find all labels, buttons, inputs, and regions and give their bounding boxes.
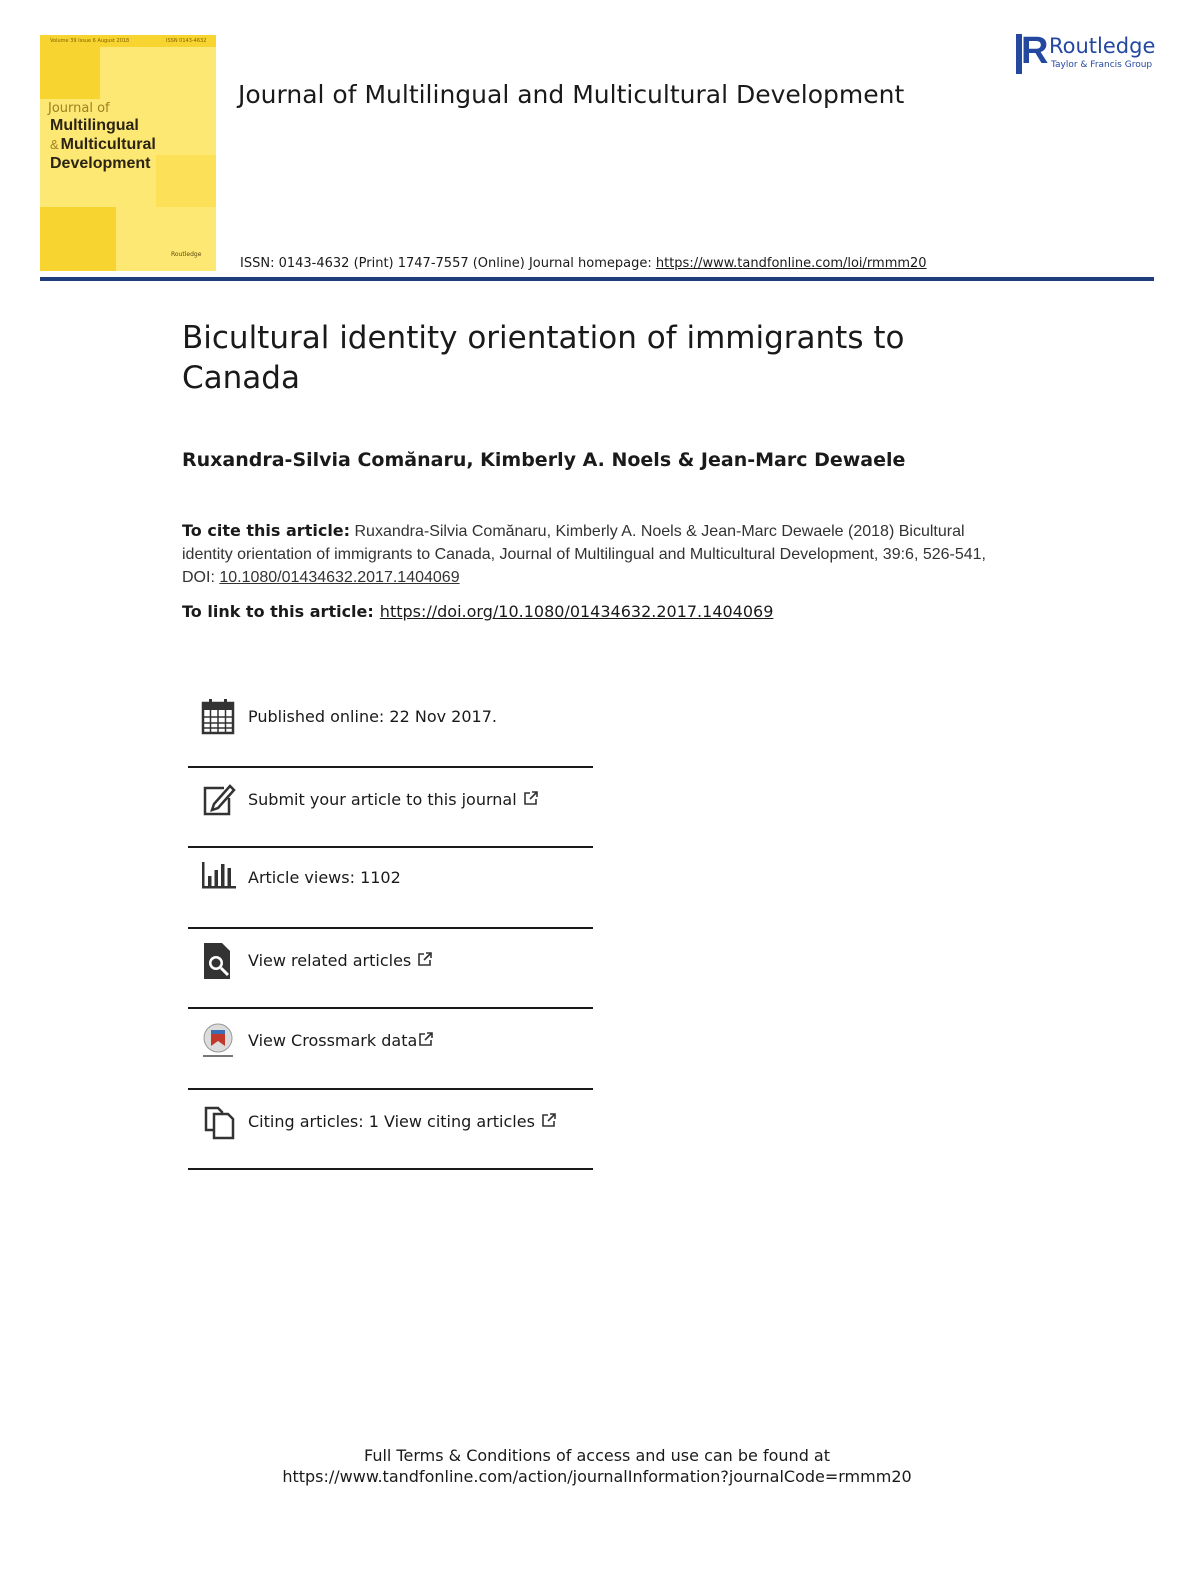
related-articles-label: View related articles	[248, 951, 412, 970]
routledge-logo[interactable]	[1016, 30, 1166, 76]
cover-title-line	[50, 136, 156, 154]
citing-documents-icon	[200, 1102, 236, 1142]
calendar-icon	[200, 697, 236, 737]
info-divider	[188, 766, 593, 768]
journal-homepage-link[interactable]: https://www.tandfonline.com/loi/rmmm20	[655, 256, 927, 271]
cite-label: To cite this article:	[182, 521, 351, 540]
footer-terms-url[interactable]: https://www.tandfonline.com/action/journalInformation?journalCode=rmmm20	[282, 1467, 912, 1486]
article-views: Article views: 1102	[248, 868, 401, 887]
issn-text: ISSN: 0143-4632 (Print) 1747-7557 (Online) Journal homepage:	[240, 256, 656, 271]
cite-text: Ruxandra-Silvia Comănaru, Kimberly A. Noels & Jean-Marc Dewaele (2018) Bicultural identity orientation of immigrants to Canada, Journal of Multilingual and Multicultural Development, 39:6, 526-541, DOI:	[182, 523, 986, 586]
cover-journal-of: Journal of	[48, 101, 110, 116]
citation-block	[182, 519, 1002, 589]
info-divider	[188, 1088, 593, 1090]
external-link-icon	[541, 1112, 557, 1128]
submit-article-label: Submit your article to this journal	[248, 790, 517, 809]
document-search-icon	[200, 941, 236, 981]
footer	[0, 1445, 1194, 1487]
citing-articles-label: Citing articles: 1 View citing articles	[248, 1112, 535, 1131]
cover-block	[156, 155, 216, 207]
article-authors: Ruxandra-Silvia Comănaru, Kimberly A. Noels & Jean-Marc Dewaele	[182, 449, 906, 471]
cover-issn: ISSN 0143-4632	[166, 38, 207, 44]
info-divider	[188, 1168, 593, 1170]
cover-block	[40, 47, 100, 99]
cover-ampersand: &	[50, 137, 59, 152]
article-doi-link[interactable]: https://doi.org/10.1080/01434632.2017.1404069	[379, 602, 774, 621]
external-link-icon	[523, 790, 539, 806]
citing-articles-link[interactable]	[248, 1112, 557, 1131]
link-label: To link to this article:	[182, 602, 374, 621]
edit-icon	[200, 780, 236, 820]
article-link-line	[182, 602, 773, 621]
info-divider	[188, 927, 593, 929]
crossmark-link[interactable]	[248, 1031, 434, 1050]
submit-article-link[interactable]	[248, 790, 539, 809]
cover-title-word: Multicultural	[60, 136, 156, 153]
routledge-r-icon: R	[1021, 30, 1049, 72]
cover-block	[40, 207, 116, 271]
external-link-icon	[418, 1031, 434, 1047]
publisher-group: Taylor & Francis Group	[1051, 60, 1153, 70]
cover-issue-info: Volume 39 Issue 6 August 2018	[50, 38, 130, 44]
crossmark-icon	[200, 1021, 236, 1061]
publisher-name: Routledge	[1049, 34, 1156, 58]
footer-terms: Full Terms & Conditions of access and use can be found at	[363, 1446, 831, 1465]
info-divider	[188, 1007, 593, 1009]
article-title: Bicultural identity orientation of immigrants to Canada	[182, 320, 905, 396]
journal-cover	[40, 35, 216, 271]
info-divider	[188, 846, 593, 848]
cover-title-line: Multilingual	[50, 117, 139, 134]
issn-line	[240, 256, 927, 271]
bar-chart-icon	[200, 858, 236, 898]
cover-publisher-mark: Routledge	[171, 251, 202, 258]
header-divider	[40, 277, 1154, 281]
published-date: Published online: 22 Nov 2017.	[248, 707, 497, 726]
cover-title-line: Development	[50, 155, 151, 172]
journal-title: Journal of Multilingual and Multicultural Development	[238, 80, 905, 109]
cite-doi-link[interactable]: 10.1080/01434632.2017.1404069	[219, 569, 460, 586]
external-link-icon	[417, 951, 433, 967]
related-articles-link[interactable]	[248, 951, 433, 970]
crossmark-label: View Crossmark data	[248, 1031, 418, 1050]
